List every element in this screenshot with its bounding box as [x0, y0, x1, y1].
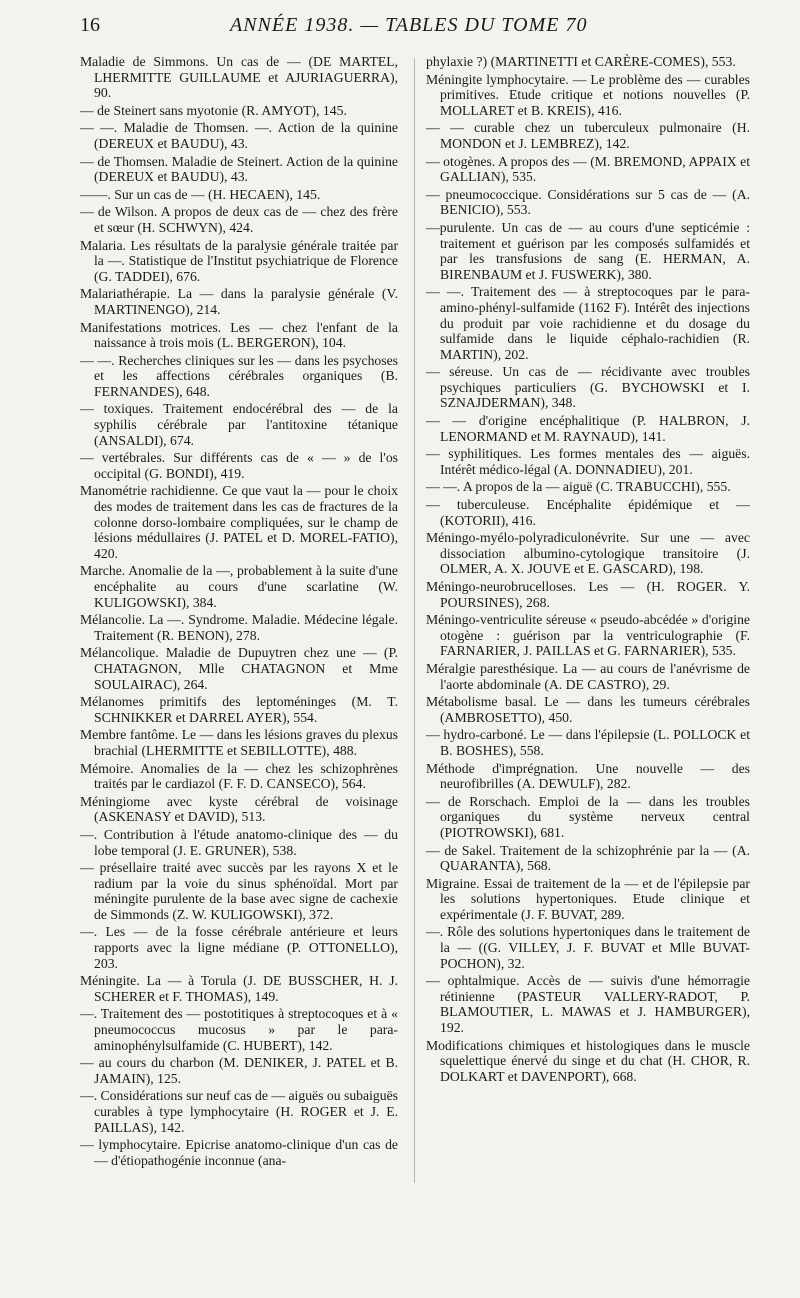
index-entry: — otogènes. A propos des — (M. BREMOND, APPAIX et GALLIAN), 535. — [426, 153, 750, 185]
index-entry: Mémoire. Anomalies de la — chez les schizophrènes traités par le cardiazol (F. F. D. CANSECO), 564. — [80, 760, 398, 792]
index-entry: Malaria. Les résultats de la paralysie générale traitée par la —. Statistique de l'Institut psychiatrique de Florence (G. TADDEI), 676. — [80, 237, 398, 284]
index-entry: — — d'origine encéphalitique (P. HALBRON, J. LENORMAND et M. RAYNAUD), 141. — [426, 413, 750, 444]
index-entry: —. Rôle des solutions hypertoniques dans le traitement de la — ((G. VILLEY, J. F. BUVAT et Mlle BUVAT-POCHON), 32. — [426, 924, 750, 971]
index-entry: Méthode d'imprégnation. Une nouvelle — des neurofibrilles (A. DEWULF), 282. — [426, 760, 750, 792]
index-entry: — vertébrales. Sur différents cas de « — » de l'os occipital (G. BONDI), 419. — [80, 450, 398, 481]
index-entry: Méningo-myélo-polyradiculonévrite. Sur une — avec dissociation albumino-cytologique transitoire (J. OLMER, A. X. JOUVE et E. GASCARD), 198. — [426, 530, 750, 577]
index-entry: — de Rorschach. Emploi de la — dans les troubles organiques du système nerveux central (PIOTROWSKI), 681. — [426, 793, 750, 840]
index-entry: Méningo-neurobrucelloses. Les — (H. ROGER. Y. POURSINES), 268. — [426, 579, 750, 610]
index-entry: Membre fantôme. Le — dans les lésions graves du plexus brachial (LHERMITTE et SEBILLOTTE), 488. — [80, 727, 398, 758]
column-divider — [414, 58, 415, 1183]
index-entry: Mélanomes primitifs des leptoméninges (M. T. SCHNIKKER et DARREL AYER), 554. — [80, 694, 398, 725]
index-entry: —purulente. Un cas de — au cours d'une septicémie : traitement et guérison par les composés sulfamidés et par les transfusions de sang (E. HERMAN, A. BIRENBAUM et J. FUSWERK), 380. — [426, 219, 750, 282]
index-entry: Malariathérapie. La — dans la paralysie générale (V. MARTINENGO), 214. — [80, 286, 398, 317]
index-entry: Métabolisme basal. Le — dans les tumeurs cérébrales (AMBROSETTO), 450. — [426, 694, 750, 725]
index-entry: Maladie de Simmons. Un cas de — (DE MARTEL, LHERMITTE GUILLAUME et AJURIAGUERRA), 90. — [80, 54, 398, 101]
index-entry: — de Wilson. A propos de deux cas de — chez des frère et sœur (H. SCHWYN), 424. — [80, 204, 398, 235]
index-entry: Migraine. Essai de traitement de la — et de l'épilepsie par les solutions hypertoniques. Etude clinique et expérimentale (J. F. BUVAT, 289. — [426, 875, 750, 922]
index-entry: — —. Traitement des — à streptocoques par le para-amino-phényl-sulfamide (1162 F). Intérêt des injections du produit par voie rachidienne et du dosage du sulfamide dans le liquide céphalo-rachidien (R. MARTIN), 202. — [426, 284, 750, 362]
page-number: 16 — [80, 14, 100, 36]
index-entry: —. Les — de la fosse cérébrale antérieure et leurs rapports avec la ligne médiane (P. OTTONELLO), 203. — [80, 924, 398, 971]
index-entry: Manifestations motrices. Les — chez l'enfant de la naissance à trois mois (L. BERGERON), 104. — [80, 319, 398, 351]
index-entry: — pneumococcique. Considérations sur 5 cas de — (A. BENICIO), 553. — [426, 186, 750, 218]
index-entry: — —. A propos de la — aiguë (C. TRABUCCHI), 555. — [426, 479, 731, 495]
running-title: ANNÉE 1938. — TABLES DU TOME 70 — [230, 14, 588, 36]
index-entry: Méningite. La — à Torula (J. DE BUSSCHER, H. J. SCHERER et F. THOMAS), 149. — [80, 973, 398, 1004]
running-header — [80, 14, 740, 42]
index-entry: ——. Sur un cas de — (H. HECAEN), 145. — [80, 186, 321, 202]
index-entry: —. Traitement des — postotitiques à streptocoques et à « pneumococcus mucosus » par le para-aminophénylsulfamide (C. HUBERT), 142. — [80, 1006, 398, 1053]
index-entry: — lymphocytaire. Epicrise anatomo-clinique d'un cas de — d'étiopathogénie inconnue (ana- — [80, 1137, 398, 1168]
index-entry: Méningo-ventriculite séreuse « pseudo-abcédée » d'origine otogène : guérison par la ventriculographie (F. FARNARIER, J. PAILLAS et G. FARNARIER), 535. — [426, 612, 750, 659]
left-column — [80, 54, 398, 1170]
index-entry: Méralgie paresthésique. La — au cours de l'anévrisme de l'aorte abdominale (A. DE CASTRO), 29. — [426, 660, 750, 692]
index-entry: Manométrie rachidienne. Ce que vaut la — pour le choix des modes de traitement dans les cas de fractures de la colonne dorso-lombaire compliquées, sur le champ de lésions médullaires (J. PATEL et D. MOREL-FATIO), 420. — [80, 483, 398, 561]
right-column — [426, 54, 750, 1086]
index-entry: — séreuse. Un cas de — récidivante avec troubles psychiques particuliers (G. BYCHOWSKI et I. SZNAJDERMAN), 348. — [426, 364, 750, 411]
index-entry: — ophtalmique. Accès de — suivis d'une hémorragie rétinienne (PASTEUR VALLERY-RADOT, P. BLAMOUTIER, L. MAWAS et J. HAMBURGER), 192. — [426, 973, 750, 1036]
index-entry: Méningite lymphocytaire. — Le problème des — curables primitives. Etude critique et notions nouvelles (P. MOLLARET et B. KREIS), 416. — [426, 71, 750, 118]
index-entry: Modifications chimiques et histologiques dans le muscle squelettique énervé du singe et du chat (H. CHOR, R. DOLKART et DAVENPORT), 668. — [426, 1037, 750, 1084]
index-entry: — syphilitiques. Les formes mentales des — aiguës. Intérêt médico-légal (A. DONNADIEU), 201. — [426, 446, 750, 477]
index-entry: phylaxie ?) (MARTINETTI et CARÈRE-COMES), 553. — [426, 54, 736, 69]
index-entry: — présellaire traité avec succès par les rayons X et le radium par la voie du sinus sphénoïdal. Mort par méningite purulente de la base avec signe de cachexie de Simmonds (Z. W. KULIGOWSKI), 372. — [80, 860, 398, 922]
index-entry: Mélancolie. La —. Syndrome. Maladie. Médecine légale. Traitement (R. BENON), 278. — [80, 612, 398, 643]
index-entry: Méningiome avec kyste cérébral de voisinage (ASKENASY et DAVID), 513. — [80, 793, 398, 825]
index-entry: Mélancolique. Maladie de Dupuytren chez une — (P. CHATAGNON, Mlle CHATAGNON et Mme SOULAIRAC), 264. — [80, 645, 398, 692]
index-entry: —. Considérations sur neuf cas de — aiguës ou subaiguës curables à type lymphocytaire (H. ROGER et J. E. PAILLAS), 142. — [80, 1088, 398, 1135]
index-entry: — tuberculeuse. Encéphalite épidémique et — (KOTORII), 416. — [426, 497, 750, 528]
index-entry: Marche. Anomalie de la —, probablement à la suite d'une encéphalite au cours d'une scarlatine (W. KULIGOWSKI), 384. — [80, 563, 398, 610]
index-entry: — au cours du charbon (M. DENIKER, J. PATEL et B. JAMAIN), 125. — [80, 1055, 398, 1086]
index-entry: — de Steinert sans myotonie (R. AMYOT), 145. — [80, 102, 347, 118]
index-entry: — toxiques. Traitement endocérébral des — de la syphilis cérébrale par l'antitoxine tétanique (ANSALDI), 674. — [80, 401, 398, 448]
index-entry: — — curable chez un tuberculeux pulmonaire (H. MONDON et J. LEMBREZ), 142. — [426, 120, 750, 151]
index-entry: — hydro-carboné. Le — dans l'épilepsie (L. POLLOCK et B. BOSHES), 558. — [426, 727, 750, 758]
index-entry: — —. Recherches cliniques sur les — dans les psychoses et les affections cérébrales organiques (B. FERNANDES), 648. — [80, 352, 398, 399]
index-entry: — de Thomsen. Maladie de Steinert. Action de la quinine (DEREUX et BAUDU), 43. — [80, 153, 398, 185]
index-entry: — de Sakel. Traitement de la schizophrénie par la — (A. QUARANTA), 568. — [426, 842, 750, 874]
index-entry: — —. Maladie de Thomsen. —. Action de la quinine (DEREUX et BAUDU), 43. — [80, 120, 398, 151]
index-entry: —. Contribution à l'étude anatomo-clinique des — du lobe temporal (J. E. GRUNER), 538. — [80, 826, 398, 858]
